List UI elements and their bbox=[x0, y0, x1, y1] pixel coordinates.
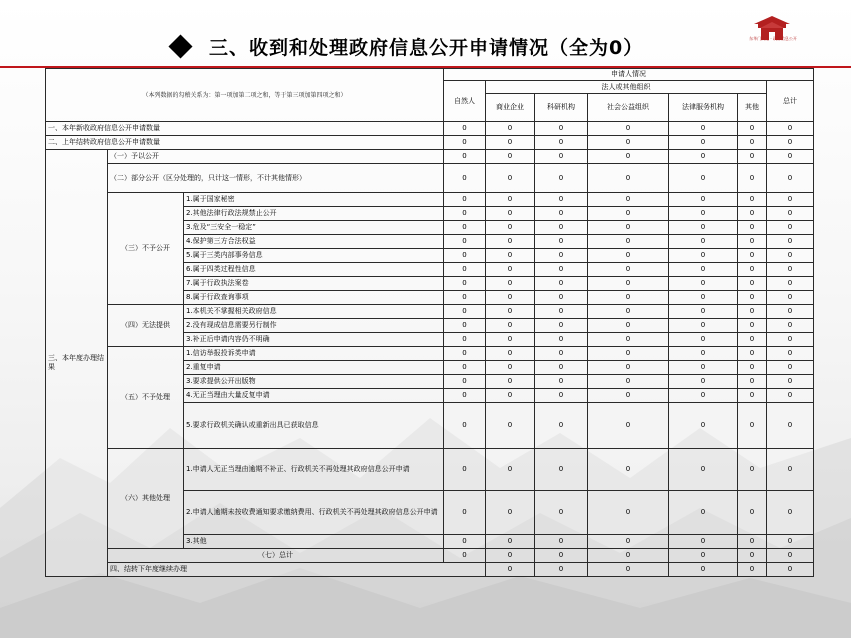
value-cell: 0 bbox=[669, 535, 738, 549]
row-label: 3.危及“三安全一稳定” bbox=[184, 221, 444, 235]
value-cell: 0 bbox=[767, 347, 814, 361]
value-cell: 0 bbox=[738, 249, 767, 263]
value-cell: 0 bbox=[767, 122, 814, 136]
value-cell: 0 bbox=[588, 263, 669, 277]
value-cell: 0 bbox=[588, 535, 669, 549]
value-cell: 0 bbox=[767, 375, 814, 389]
value-cell: 0 bbox=[767, 193, 814, 207]
value-cell: 0 bbox=[669, 136, 738, 150]
value-cell: 0 bbox=[738, 235, 767, 249]
value-cell: 0 bbox=[588, 375, 669, 389]
value-cell: 0 bbox=[669, 563, 738, 577]
value-cell: 0 bbox=[535, 361, 588, 375]
row-label: 6.属于四类过程性信息 bbox=[184, 263, 444, 277]
row-label: 3.其他 bbox=[184, 535, 444, 549]
value-cell: 0 bbox=[738, 305, 767, 319]
value-cell: 0 bbox=[767, 449, 814, 491]
table-row bbox=[46, 136, 814, 150]
col-header: 其他 bbox=[738, 94, 767, 122]
row-label: （三）不予公开 bbox=[108, 193, 184, 305]
value-cell: 0 bbox=[444, 150, 486, 164]
value-cell: 0 bbox=[535, 491, 588, 535]
col-header: 社会公益组织 bbox=[588, 94, 669, 122]
value-cell: 0 bbox=[486, 193, 535, 207]
value-cell: 0 bbox=[535, 136, 588, 150]
value-cell: 0 bbox=[486, 263, 535, 277]
value-cell: 0 bbox=[669, 361, 738, 375]
value-cell: 0 bbox=[669, 207, 738, 221]
value-cell: 0 bbox=[669, 122, 738, 136]
value-cell: 0 bbox=[486, 549, 535, 563]
value-cell: 0 bbox=[444, 207, 486, 221]
value-cell: 0 bbox=[486, 277, 535, 291]
value-cell: 0 bbox=[669, 389, 738, 403]
value-cell: 0 bbox=[444, 122, 486, 136]
gate-logo-icon bbox=[750, 12, 794, 50]
value-cell: 0 bbox=[588, 122, 669, 136]
value-cell: 0 bbox=[767, 305, 814, 319]
table-row bbox=[46, 449, 814, 491]
col-header: 法律服务机构 bbox=[669, 94, 738, 122]
value-cell: 0 bbox=[535, 207, 588, 221]
value-cell: 0 bbox=[486, 136, 535, 150]
row-label: 5.属于三类内部事务信息 bbox=[184, 249, 444, 263]
value-cell: 0 bbox=[738, 375, 767, 389]
value-cell: 0 bbox=[486, 449, 535, 491]
value-cell: 0 bbox=[669, 291, 738, 305]
value-cell: 0 bbox=[669, 449, 738, 491]
value-cell: 0 bbox=[444, 361, 486, 375]
value-cell: 0 bbox=[767, 136, 814, 150]
title-bar bbox=[166, 28, 643, 64]
value-cell: 0 bbox=[535, 403, 588, 449]
value-cell: 0 bbox=[486, 563, 535, 577]
value-cell: 0 bbox=[588, 333, 669, 347]
value-cell: 0 bbox=[486, 221, 535, 235]
value-cell: 0 bbox=[535, 193, 588, 207]
row-label: （五）不予处理 bbox=[108, 347, 184, 449]
value-cell: 0 bbox=[535, 291, 588, 305]
row-label: 三、本年度办理结果 bbox=[46, 150, 108, 577]
value-cell: 0 bbox=[535, 319, 588, 333]
value-cell: 0 bbox=[444, 136, 486, 150]
value-cell: 0 bbox=[767, 291, 814, 305]
value-cell: 0 bbox=[767, 319, 814, 333]
row-label: 4.保护第三方合法权益 bbox=[184, 235, 444, 249]
value-cell: 0 bbox=[486, 291, 535, 305]
value-cell: 0 bbox=[535, 563, 588, 577]
value-cell: 0 bbox=[444, 305, 486, 319]
value-cell: 0 bbox=[444, 333, 486, 347]
value-cell: 0 bbox=[767, 333, 814, 347]
value-cell: 0 bbox=[738, 277, 767, 291]
value-cell: 0 bbox=[444, 277, 486, 291]
table-row bbox=[46, 563, 814, 577]
value-cell: 0 bbox=[486, 491, 535, 535]
value-cell: 0 bbox=[669, 249, 738, 263]
value-cell: 0 bbox=[588, 305, 669, 319]
row-label: 3.要求提供公开出版物 bbox=[184, 375, 444, 389]
value-cell: 0 bbox=[738, 333, 767, 347]
row-label: 7.属于行政执法案卷 bbox=[184, 277, 444, 291]
value-cell: 0 bbox=[767, 207, 814, 221]
table-row bbox=[46, 305, 814, 319]
table-row bbox=[46, 150, 814, 164]
table-row bbox=[46, 549, 814, 563]
value-cell: 0 bbox=[767, 235, 814, 249]
value-cell: 0 bbox=[535, 389, 588, 403]
value-cell: 0 bbox=[588, 449, 669, 491]
value-cell: 0 bbox=[669, 164, 738, 193]
row-label: 2.重复申请 bbox=[184, 361, 444, 375]
value-cell: 0 bbox=[588, 549, 669, 563]
value-cell: 0 bbox=[444, 221, 486, 235]
value-cell: 0 bbox=[588, 193, 669, 207]
row-label: 3.补正后申请内容仍不明确 bbox=[184, 333, 444, 347]
value-cell: 0 bbox=[738, 389, 767, 403]
value-cell: 0 bbox=[669, 235, 738, 249]
value-cell: 0 bbox=[669, 277, 738, 291]
natural-person-header: 自然人 bbox=[444, 81, 486, 122]
diamond-bullet-icon bbox=[168, 34, 192, 58]
value-cell: 0 bbox=[535, 150, 588, 164]
value-cell: 0 bbox=[588, 277, 669, 291]
value-cell: 0 bbox=[444, 291, 486, 305]
row-label: 2.申请人逾期未按收费通知要求缴纳费用、行政机关不再处理其政府信息公开申请 bbox=[184, 491, 444, 535]
table-note: （本列数据的勾稽关系为：第一项加第二项之和，等于第三项加第四项之和） bbox=[46, 69, 444, 122]
value-cell: 0 bbox=[669, 263, 738, 277]
value-cell: 0 bbox=[738, 150, 767, 164]
value-cell: 0 bbox=[486, 319, 535, 333]
value-cell: 0 bbox=[486, 207, 535, 221]
value-cell: 0 bbox=[588, 221, 669, 235]
value-cell: 0 bbox=[588, 347, 669, 361]
value-cell: 0 bbox=[535, 347, 588, 361]
row-label: 四、结转下年度继续办理 bbox=[108, 563, 486, 577]
value-cell: 0 bbox=[767, 164, 814, 193]
value-cell: 0 bbox=[486, 249, 535, 263]
value-cell: 0 bbox=[486, 164, 535, 193]
value-cell: 0 bbox=[588, 491, 669, 535]
value-cell: 0 bbox=[444, 491, 486, 535]
row-label: （一）予以公开 bbox=[108, 150, 444, 164]
value-cell: 0 bbox=[535, 449, 588, 491]
row-label: 1.信访举报投诉类申请 bbox=[184, 347, 444, 361]
table-row bbox=[46, 122, 814, 136]
value-cell: 0 bbox=[738, 291, 767, 305]
page-title: 三、收到和处理政府信息公开申请情况（全为0） bbox=[209, 36, 644, 59]
value-cell: 0 bbox=[738, 449, 767, 491]
value-cell: 0 bbox=[738, 263, 767, 277]
value-cell: 0 bbox=[767, 563, 814, 577]
value-cell: 0 bbox=[535, 333, 588, 347]
value-cell: 0 bbox=[535, 375, 588, 389]
row-label: （四）无法提供 bbox=[108, 305, 184, 347]
row-label: （七）总计 bbox=[108, 549, 444, 563]
value-cell: 0 bbox=[444, 249, 486, 263]
value-cell: 0 bbox=[444, 449, 486, 491]
value-cell: 0 bbox=[738, 347, 767, 361]
value-cell: 0 bbox=[444, 347, 486, 361]
value-cell: 0 bbox=[486, 389, 535, 403]
statistics-table bbox=[45, 68, 814, 577]
value-cell: 0 bbox=[767, 491, 814, 535]
value-cell: 0 bbox=[588, 136, 669, 150]
value-cell: 0 bbox=[669, 221, 738, 235]
applicant-header: 申请人情况 bbox=[444, 69, 814, 81]
value-cell: 0 bbox=[588, 249, 669, 263]
row-label: 1.属于国家秘密 bbox=[184, 193, 444, 207]
value-cell: 0 bbox=[767, 389, 814, 403]
value-cell: 0 bbox=[588, 563, 669, 577]
value-cell: 0 bbox=[535, 549, 588, 563]
col-header: 商业企业 bbox=[486, 94, 535, 122]
total-header: 总计 bbox=[767, 81, 814, 122]
value-cell: 0 bbox=[535, 535, 588, 549]
logo-caption: 东华门街道 · 政府信息公开 bbox=[749, 36, 797, 41]
title-divider bbox=[0, 66, 851, 68]
value-cell: 0 bbox=[486, 361, 535, 375]
value-cell: 0 bbox=[669, 491, 738, 535]
row-label: 5.要求行政机关确认或重新出具已获取信息 bbox=[184, 403, 444, 449]
value-cell: 0 bbox=[486, 235, 535, 249]
value-cell: 0 bbox=[767, 277, 814, 291]
value-cell: 0 bbox=[738, 193, 767, 207]
value-cell: 0 bbox=[588, 361, 669, 375]
value-cell: 0 bbox=[738, 164, 767, 193]
row-label: （二）部分公开（区分处理的，只计这一情形，不计其他情形） bbox=[108, 164, 444, 193]
value-cell: 0 bbox=[738, 319, 767, 333]
value-cell: 0 bbox=[444, 535, 486, 549]
value-cell: 0 bbox=[486, 333, 535, 347]
value-cell: 0 bbox=[767, 549, 814, 563]
value-cell: 0 bbox=[738, 535, 767, 549]
value-cell: 0 bbox=[444, 403, 486, 449]
value-cell: 0 bbox=[535, 122, 588, 136]
legal-header: 法人或其他组织 bbox=[486, 81, 767, 94]
value-cell: 0 bbox=[444, 389, 486, 403]
row-label: 1.申请人无正当理由逾期不补正、行政机关不再处理其政府信息公开申请 bbox=[184, 449, 444, 491]
value-cell: 0 bbox=[738, 122, 767, 136]
value-cell: 0 bbox=[738, 491, 767, 535]
row-label: 二、上年结转政府信息公开申请数量 bbox=[46, 136, 444, 150]
value-cell: 0 bbox=[588, 389, 669, 403]
value-cell: 0 bbox=[669, 305, 738, 319]
value-cell: 0 bbox=[444, 193, 486, 207]
table-row bbox=[46, 193, 814, 207]
value-cell: 0 bbox=[669, 375, 738, 389]
value-cell: 0 bbox=[444, 263, 486, 277]
value-cell: 0 bbox=[444, 319, 486, 333]
value-cell: 0 bbox=[669, 333, 738, 347]
value-cell: 0 bbox=[588, 291, 669, 305]
value-cell: 0 bbox=[535, 277, 588, 291]
value-cell: 0 bbox=[486, 150, 535, 164]
value-cell: 0 bbox=[486, 535, 535, 549]
row-label: 2.其他法律行政法规禁止公开 bbox=[184, 207, 444, 221]
value-cell: 0 bbox=[669, 403, 738, 449]
value-cell: 0 bbox=[588, 319, 669, 333]
value-cell: 0 bbox=[767, 150, 814, 164]
row-label: 1.本机关不掌握相关政府信息 bbox=[184, 305, 444, 319]
value-cell: 0 bbox=[486, 347, 535, 361]
value-cell: 0 bbox=[486, 375, 535, 389]
value-cell: 0 bbox=[444, 549, 486, 563]
value-cell: 0 bbox=[535, 305, 588, 319]
value-cell: 0 bbox=[486, 122, 535, 136]
table-row bbox=[46, 164, 814, 193]
value-cell: 0 bbox=[767, 249, 814, 263]
value-cell: 0 bbox=[767, 221, 814, 235]
row-label: （六）其他处理 bbox=[108, 449, 184, 549]
value-cell: 0 bbox=[738, 136, 767, 150]
value-cell: 0 bbox=[588, 150, 669, 164]
value-cell: 0 bbox=[588, 207, 669, 221]
col-header: 科研机构 bbox=[535, 94, 588, 122]
value-cell: 0 bbox=[767, 361, 814, 375]
table-body bbox=[46, 69, 814, 577]
value-cell: 0 bbox=[535, 164, 588, 193]
row-label: 一、本年新收政府信息公开申请数量 bbox=[46, 122, 444, 136]
value-cell: 0 bbox=[588, 235, 669, 249]
value-cell: 0 bbox=[669, 549, 738, 563]
value-cell: 0 bbox=[669, 150, 738, 164]
value-cell: 0 bbox=[669, 347, 738, 361]
value-cell: 0 bbox=[767, 403, 814, 449]
value-cell: 0 bbox=[767, 535, 814, 549]
value-cell: 0 bbox=[588, 403, 669, 449]
value-cell: 0 bbox=[669, 193, 738, 207]
value-cell: 0 bbox=[535, 235, 588, 249]
value-cell: 0 bbox=[444, 235, 486, 249]
value-cell: 0 bbox=[535, 263, 588, 277]
value-cell: 0 bbox=[486, 305, 535, 319]
value-cell: 0 bbox=[738, 207, 767, 221]
value-cell: 0 bbox=[738, 403, 767, 449]
value-cell: 0 bbox=[588, 164, 669, 193]
value-cell: 0 bbox=[767, 263, 814, 277]
value-cell: 0 bbox=[669, 319, 738, 333]
row-label: 4.无正当理由大量反复申请 bbox=[184, 389, 444, 403]
table-row bbox=[46, 347, 814, 361]
value-cell: 0 bbox=[738, 549, 767, 563]
value-cell: 0 bbox=[486, 403, 535, 449]
row-label: 8.属于行政查询事项 bbox=[184, 291, 444, 305]
value-cell: 0 bbox=[738, 361, 767, 375]
value-cell: 0 bbox=[738, 563, 767, 577]
value-cell: 0 bbox=[738, 221, 767, 235]
row-label: 2.没有现成信息需要另行制作 bbox=[184, 319, 444, 333]
value-cell: 0 bbox=[444, 375, 486, 389]
value-cell: 0 bbox=[535, 221, 588, 235]
value-cell: 0 bbox=[444, 164, 486, 193]
value-cell: 0 bbox=[535, 249, 588, 263]
